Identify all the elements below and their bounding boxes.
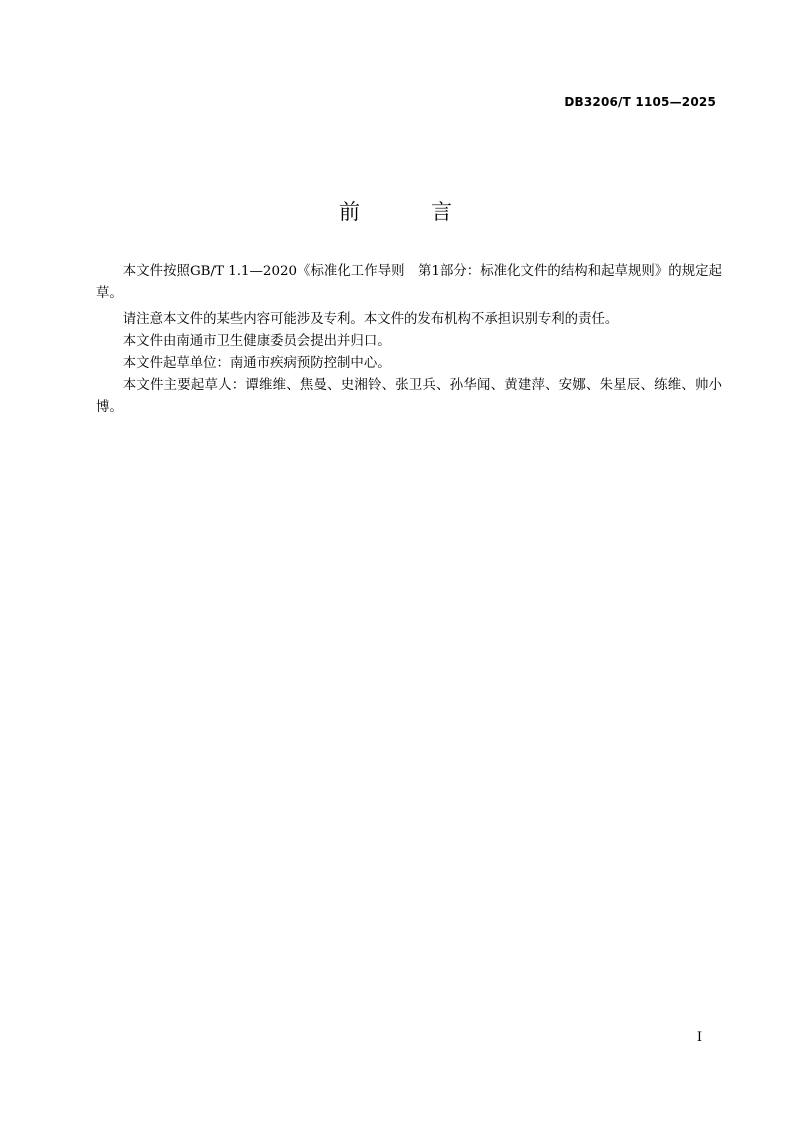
page-title: 前 言 [339,200,454,224]
foreword-body [96,261,722,419]
paragraph-drafting-rules: 本文件按照GB/T 1.1—2020《标准化工作导则 第1部分：标准化文件的结构和起草规则》的规定起草。 [96,264,722,301]
paragraph-drafters: 本文件主要起草人：谭维维、焦曼、史湘铃、张卫兵、孙华闻、黄建萍、安娜、朱星辰、练维、帅小博。 [96,378,722,415]
page-number: I [696,1030,702,1045]
document-code: DB3206/T 1105—2025 [564,95,716,109]
paragraph-patent-notice: 请注意本文件的某些内容可能涉及专利。本文件的发布机构不承担识别专利的责任。 [122,312,619,327]
paragraph-proposer: 本文件由南通市卫生健康委员会提出并归口。 [122,334,391,349]
paragraph-drafting-unit: 本文件起草单位：南通市疾病预防控制中心。 [122,356,391,371]
